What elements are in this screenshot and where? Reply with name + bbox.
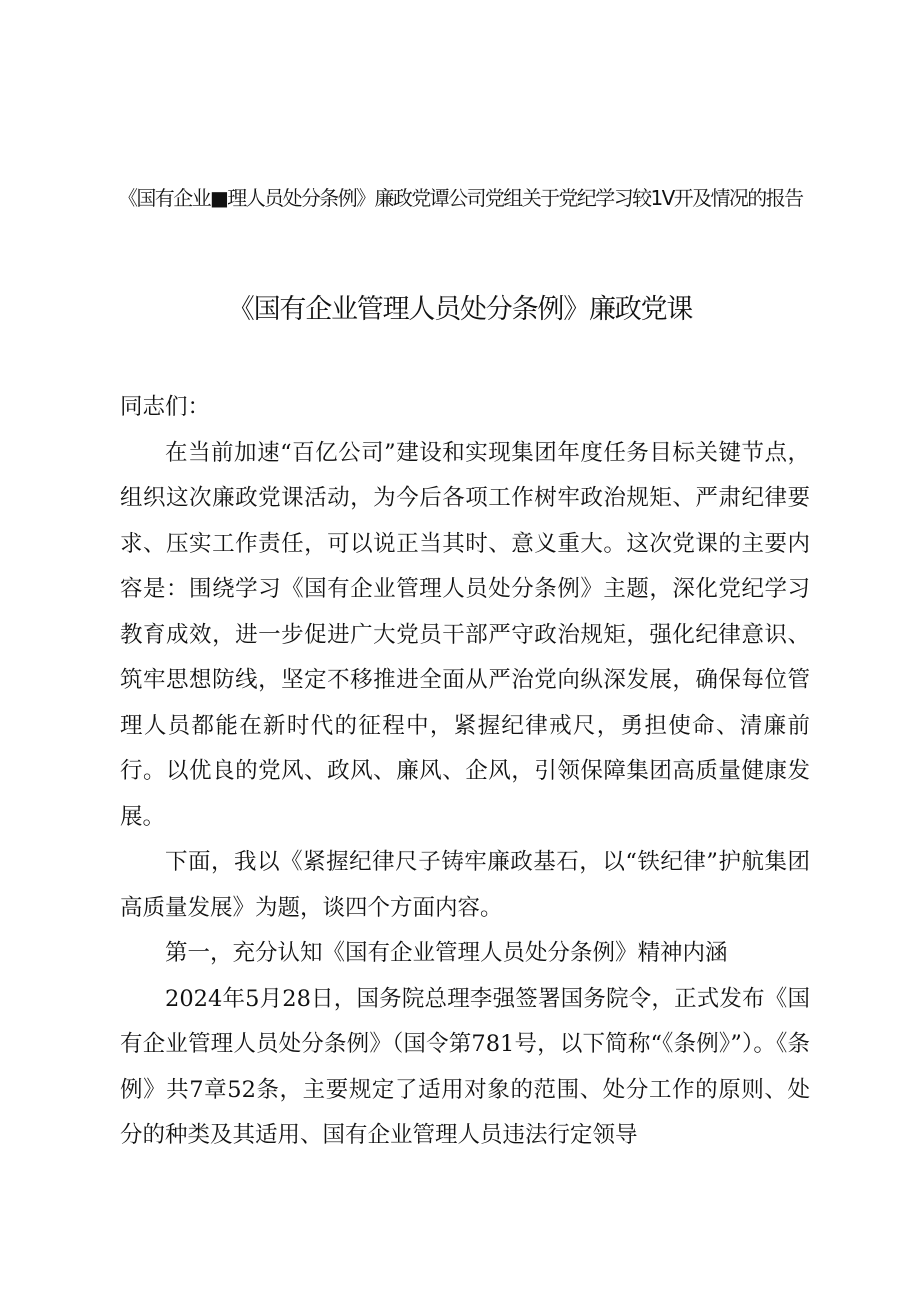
paragraph-regulation: 2024年5月28日，国务院总理李强签署国务院令，正式发布《国有企业管理人员处分条例》（国令第781号，以下简称“《条例》”）。《条例》共7章52条，主要规定了适用对象的范围、处分工作的原则、处分的种类及其适用、国有企业管理人员违法行定领导 [120,985,810,1148]
running-title: 《国有企业■理人员处分条例》廉政党谭公司党组关于党纪学习较1V开及情况的报告 [118,186,803,210]
document-body [120,385,810,1159]
salutation: 同志们： [120,394,211,420]
document-title: 《国有企业管理人员处分条例》廉政党课 [227,294,693,325]
section-heading-first: 第一，充分认知《国有企业管理人员处分条例》精神内涵 [165,940,728,966]
paragraph-intro: 在当前加速“百亿公司”建设和实现集团年度任务目标关键节点，组织这次廉政党课活动，为今后各项工作树牢政治规矩、严肃纪律要求、压实工作责任，可以说正当其时、意义重大。这次党课的主要内容是：围绕学习《国有企业管理人员处分条例》主题，深化党纪学习教育成效，进一步促进广大党员干部严守政治规矩，强化纪律意识、筑牢思想防线，坚定不移推进全面从严治党向纵深发展，确保每位管理人员都能在新时代的征程中，紧握纪律戒尺，勇担使命、清廉前行。以优良的党风、政风、廉风、企风，引领保障集团高质量健康发展。 [120,439,810,830]
paragraph-topic: 下面，我以《紧握纪律尺子铸牢廉政基石，以“铁纪律”护航集团高质量发展》为题，谈四个方面内容。 [120,849,810,921]
